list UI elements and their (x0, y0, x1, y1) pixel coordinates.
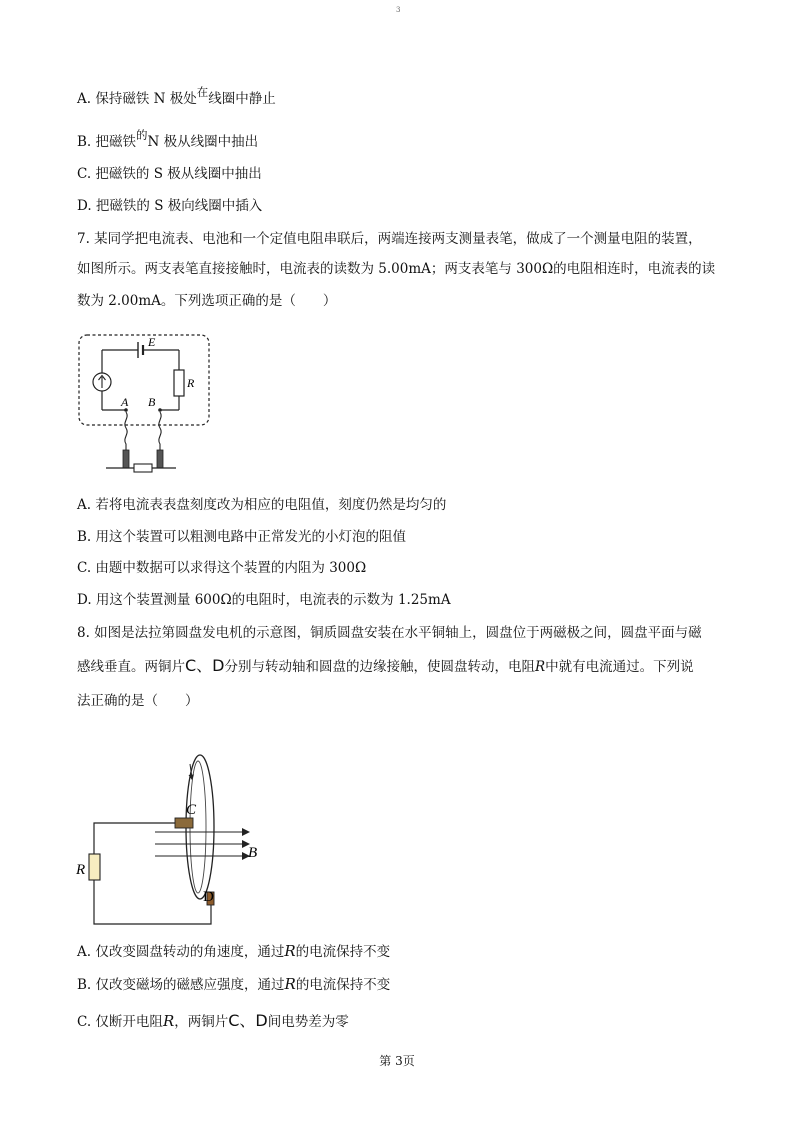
q8-stem-line2: 感线垂直。两铜片C、D分别与转动轴和圆盘的边缘接触，使圆盘转动，电阻R中就有电流通过。下列说 (77, 656, 694, 675)
page-mark: 3 (396, 6, 401, 14)
page-number: 第 3页 (379, 1054, 415, 1068)
q7-stem-line2: 如图所示。两支表笔直接接触时，电流表的读数为 5.00mA；两支表笔与 300Ω的电阻相连时，电流表的读 (77, 261, 716, 277)
q8-option-a: A. 仅改变圆盘转动的角速度，通过R的电流保持不变 (77, 942, 391, 960)
label-r: R (187, 376, 195, 390)
q8-disc-generator-figure (72, 752, 282, 932)
q6-option-b: B. 把磁铁的N 极从线圈中抽出 (77, 128, 259, 150)
q7-stem-line1: 7. 某同学把电流表、电池和一个定值电阻串联后，两端连接两支测量表笔，做成了一个测量电阻的装置， (77, 231, 702, 247)
q7-stem-line3: 数为 2.00mA。下列选项正确的是（ ） (77, 293, 337, 309)
label-b: B (248, 845, 258, 861)
label-d: D (203, 889, 214, 905)
label-r: R (76, 862, 86, 878)
q7-circuit-figure (76, 330, 216, 480)
label-b: B (148, 395, 156, 409)
label-c: C (186, 802, 197, 818)
q6-option-c: C. 把磁铁的 S 极从线圈中抽出 (77, 166, 262, 182)
q7-option-a: A. 若将电流表表盘刻度改为相应的电阻值，刻度仍然是均匀的 (77, 497, 447, 513)
q7-option-d: D. 用这个装置测量 600Ω的电阻时，电流表的示数为 1.25mA (77, 592, 451, 608)
label-e: E (148, 335, 156, 349)
q7-option-c: C. 由题中数据可以求得这个装置的内阻为 300Ω (77, 560, 367, 576)
q8-stem-line1: 8. 如图是法拉第圆盘发电机的示意图，铜质圆盘安装在水平铜轴上，圆盘位于两磁极之间，圆盘平面与磁 (77, 625, 702, 641)
q8-option-b: B. 仅改变磁场的磁感应强度，通过R的电流保持不变 (77, 975, 391, 993)
q8-stem-line3: 法正确的是（ ） (77, 693, 199, 709)
q6-option-a: A. 保持磁铁 N 极处在线圈中静止 (77, 85, 276, 107)
q6-option-d: D. 把磁铁的 S 极向线圈中插入 (77, 198, 263, 214)
label-a: A (121, 395, 129, 409)
q8-option-c: C. 仅断开电阻R，两铜片C、D间电势差为零 (77, 1011, 349, 1030)
q7-option-b: B. 用这个装置可以粗测电路中正常发光的小灯泡的阻值 (77, 529, 407, 545)
